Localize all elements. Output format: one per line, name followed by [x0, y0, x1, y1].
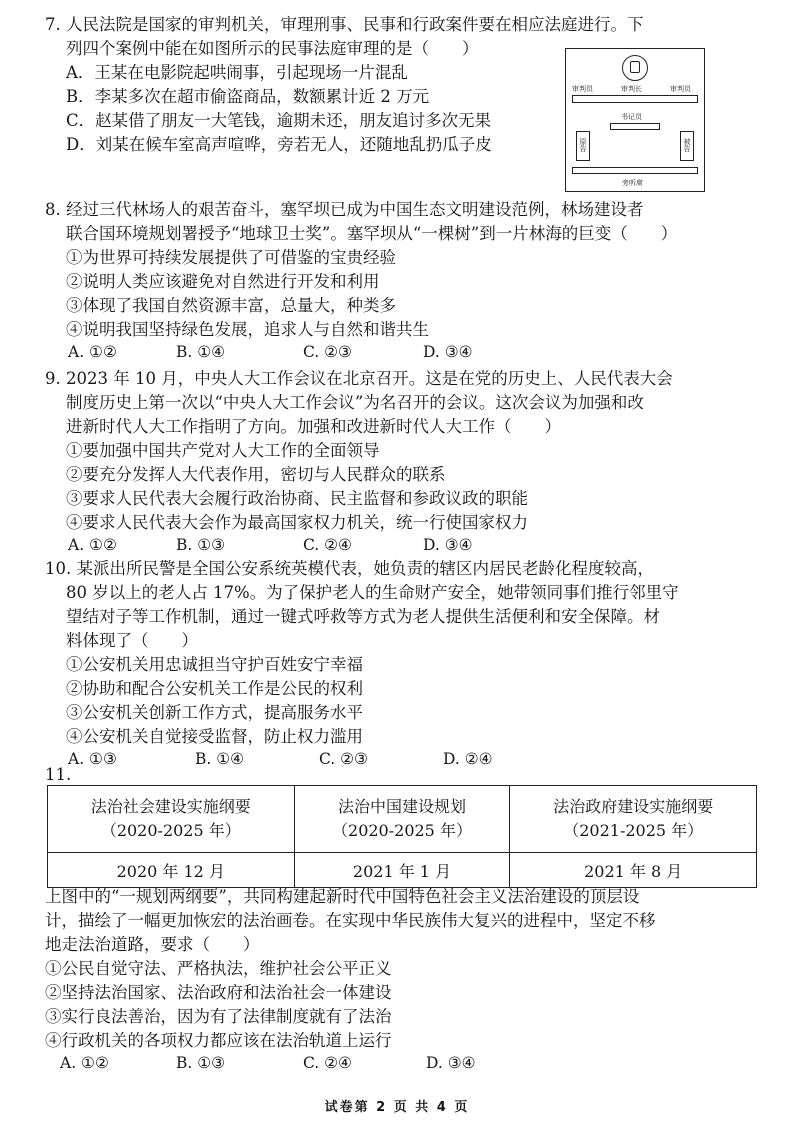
q9-option: A. ①② [68, 536, 117, 554]
q9-statement: ③要求人民代表大会履行政治协商、民主监督和参政议政的职能 [66, 489, 528, 508]
plan-date: 2021 年 1 月 [294, 853, 510, 888]
plan-period: （2020-2025 年） [100, 821, 241, 840]
q10-option: A. ①③ [68, 750, 117, 768]
q8-option: B. ①④ [176, 343, 226, 361]
q9-statement: ①要加强中国共产党对人大工作的全面领导 [66, 441, 380, 460]
clerk-label: 书记员 [621, 113, 642, 121]
plan-table [47, 785, 757, 888]
q8-statement: ④说明我国坚持绿色发展，追求人与自然和谐共生 [66, 320, 429, 339]
q11-option: C. ②④ [303, 1054, 352, 1072]
plan-title: 法治中国建设规划 [337, 797, 466, 816]
table-row [48, 786, 757, 853]
q7-line: 7. 人民法院是国家的审判机关，审理刑事、民事和行政案件要在相应法庭进行。下 [45, 15, 644, 34]
q10-option: C. ②③ [319, 750, 368, 768]
q8-option: C. ②③ [303, 343, 352, 361]
court-emblem-icon [622, 55, 648, 81]
q10-line: 80 岁以上的老人占 17%。为了保护老人的生命财产安全，她带领同事们推行邻里守 [66, 583, 679, 602]
q8-line: 8. 经过三代林场人的艰苦奋斗，塞罕坝已成为中国生态文明建设范例，林场建设者 [45, 200, 644, 219]
q8-statement: ①为世界可持续发展提供了可借鉴的宝贵经验 [66, 248, 396, 267]
table-cell [48, 786, 295, 853]
q10-statement: ④公安机关自觉接受监督，防止权力滥用 [66, 727, 363, 746]
gallery-rail [572, 167, 698, 174]
clerk-desk [610, 123, 660, 130]
q8-statement: ②说明人类应该避免对自然进行开发和利用 [66, 272, 380, 291]
q8-line: 联合国环境规划署授予“地球卫士奖”。塞罕坝从“一棵树”到一片林海的巨变（ ） [66, 224, 678, 243]
q9-statement: ④要求人民代表大会作为最高国家权力机关，统一行使国家权力 [66, 513, 528, 532]
plan-title: 法治社会建设实施纲要 [90, 797, 251, 816]
courtroom-diagram [565, 48, 705, 192]
q11-line: 计，描绘了一幅更加恢宏的法治画卷。在实现中华民族伟大复兴的进程中，坚定不移 [45, 911, 656, 930]
q10-line: 10. 某派出所民警是全国公安系统英模代表，她负责的辖区内居民老龄化程度较高， [45, 559, 654, 578]
q11-statement: ④行政机关的各项权力都应该在法治轨道上运行 [45, 1031, 392, 1050]
q11-number: 11. [45, 765, 72, 784]
gallery-label: 旁听席 [622, 179, 643, 187]
q11-option: B. ①③ [176, 1054, 226, 1072]
q10-statement: ②协助和配合公安机关工作是公民的权利 [66, 679, 363, 698]
q11-statement: ②坚持法治国家、法治政府和法治社会一体建设 [45, 983, 392, 1002]
q9-option: C. ②④ [303, 536, 352, 554]
q9-option: D. ③④ [423, 536, 473, 554]
plaintiff-label: 原告 [579, 138, 587, 152]
q9-option: B. ①③ [176, 536, 226, 554]
plan-date: 2021 年 8 月 [510, 853, 757, 888]
q11-line: 上图中的“一规划两纲要”，共同构建起新时代中国特色社会主义法治建设的顶层设 [45, 887, 640, 906]
page-footer: 试卷第 2 页 共 4 页 [324, 1100, 470, 1115]
q8-statement: ③体现了我国自然资源丰富，总量大，种类多 [66, 296, 396, 315]
q9-line: 进新时代人大工作指明了方向。加强和改进新时代人大工作（ ） [66, 417, 561, 436]
q11-option: D. ③④ [426, 1054, 476, 1072]
q11-statement: ③实行良法善治，因为有了法律制度就有了法治 [45, 1007, 392, 1026]
defendant-label: 被告 [683, 138, 691, 152]
plan-date: 2020 年 12 月 [48, 853, 295, 888]
q8-option: A. ①② [68, 343, 117, 361]
q10-statement: ①公安机关用忠诚担当守护百姓安宁幸福 [66, 655, 363, 674]
bench [572, 95, 698, 103]
q10-option: B. ①④ [195, 750, 245, 768]
q11-statement: ①公民自觉守法、严格执法，维护社会公平正义 [45, 959, 392, 978]
q9-line: 9. 2023 年 10 月，中央人大工作会议在北京召开。这是在党的历史上、人民代表大会 [45, 369, 673, 388]
judge-left-label: 审判员 [572, 85, 593, 93]
q7-line: 列四个案例中能在如图所示的民事法庭审理的是（ ） [66, 39, 479, 58]
plaintiff-desk [576, 131, 590, 161]
q9-line: 制度历史上第一次以“中央人大工作会议”为名召开的会议。这次会议为加强和改 [66, 393, 644, 412]
plan-period: （2021-2025 年） [563, 821, 704, 840]
defendant-desk [680, 131, 694, 161]
q9-statement: ②要充分发挥人大代表作用，密切与人民群众的联系 [66, 465, 446, 484]
q10-line: 望结对子等工作机制，通过一键式呼救等方式为老人提供生活便利和安全保障。材 [66, 607, 660, 626]
q10-line: 料体现了（ ） [66, 631, 198, 650]
table-cell [510, 786, 757, 853]
judge-right-label: 审判员 [670, 85, 691, 93]
q11-line: 地走法治道路，要求（ ） [45, 935, 260, 954]
plan-title: 法治政府建设实施纲要 [553, 797, 714, 816]
q7-option-d: D．刘某在候车室高声喧哗，旁若无人，还随地乱扔瓜子皮 [66, 135, 492, 154]
q10-option: D. ②④ [443, 750, 493, 768]
plan-period: （2020-2025 年） [332, 821, 472, 840]
table-cell [294, 786, 510, 853]
q11-option: A. ①② [60, 1054, 109, 1072]
table-row [48, 853, 757, 888]
chief-judge-label: 审判长 [621, 85, 642, 93]
q10-statement: ③公安机关创新工作方式，提高服务水平 [66, 703, 363, 722]
q8-option: D. ③④ [423, 343, 473, 361]
q7-option-b: B．李某多次在超市偷盗商品，数额累计近 2 万元 [66, 87, 430, 106]
q7-option-a: A．王某在电影院起哄闹事，引起现场一片混乱 [66, 63, 408, 82]
q7-option-c: C．赵某借了朋友一大笔钱，逾期未还，朋友追讨多次无果 [66, 111, 492, 130]
